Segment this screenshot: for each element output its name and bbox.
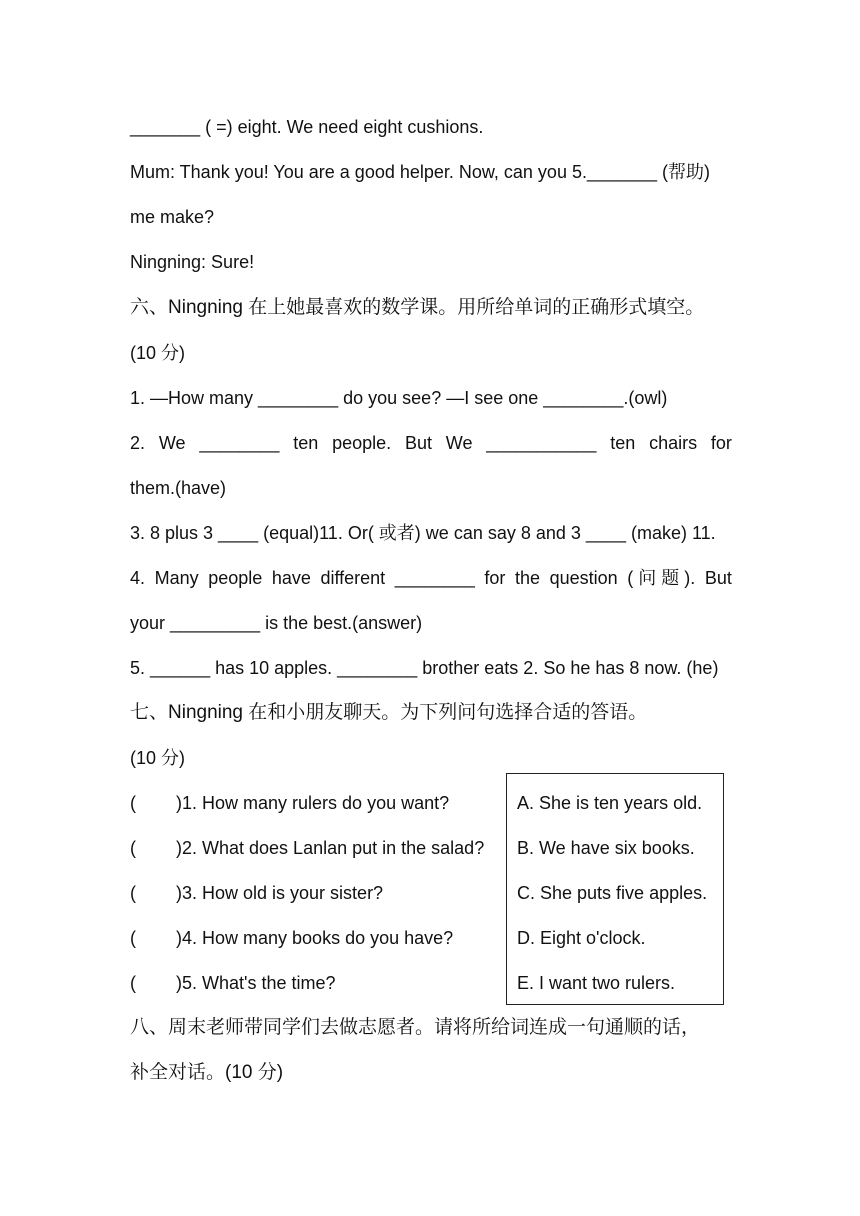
dialogue-line-3: me make?	[130, 207, 215, 227]
section7-question-3	[130, 881, 383, 905]
section7-question-4	[130, 926, 453, 950]
section6-score: (10 分)	[130, 343, 186, 363]
word: 4.	[130, 568, 146, 588]
word: ten	[610, 433, 636, 453]
answer-paren: (	[130, 883, 136, 903]
question-text: )3. How old is your sister?	[176, 883, 384, 903]
section6-question-5: 5. ______ has 10 apples. ________ brother eats 2. So he has 8 now. (he)	[130, 658, 719, 678]
section7-question-5	[130, 971, 336, 995]
section6-question-4	[130, 566, 732, 590]
section7-question-2	[130, 836, 484, 860]
word: people.	[332, 433, 392, 453]
blank: ________	[199, 433, 280, 453]
question-text: )4. How many books do you have?	[176, 928, 454, 948]
section6-question-2	[130, 431, 732, 455]
dialogue-line-2: Mum: Thank you! You are a good helper. Now, can you 5._______ (帮助)	[130, 162, 711, 182]
word: question	[549, 568, 618, 588]
answer-paren: (	[130, 973, 136, 993]
word: the	[515, 568, 541, 588]
section6-heading: 六、Ningning 在上她最喜欢的数学课。用所给单词的正确形式填空。	[130, 297, 705, 318]
word: different	[320, 568, 386, 588]
word: chairs	[649, 433, 698, 453]
dialogue-line-1: _______ ( =) eight. We need eight cushions.	[130, 117, 484, 137]
word: We	[158, 433, 186, 453]
section7-heading: 七、Ningning 在和小朋友聊天。为下列问句选择合适的答语。	[130, 702, 648, 723]
answer-paren: (	[130, 928, 136, 948]
section7-score: (10 分)	[130, 748, 186, 768]
option-a: A. She is ten years old.	[517, 793, 703, 813]
word: ( 问 题 ).	[627, 568, 696, 588]
section8-heading: 八、周末老师带同学们去做志愿者。请将所给词连成一句通顺的话，	[130, 1017, 701, 1038]
answer-paren: (	[130, 793, 136, 813]
section6-question-1: 1. —How many ________ do you see? —I see one ________.(owl)	[130, 388, 668, 408]
section6-question-2-cont: them.(have)	[130, 478, 227, 498]
option-c: C. She puts five apples.	[517, 883, 708, 903]
option-e: E. I want two rulers.	[517, 973, 676, 993]
word: for	[484, 568, 506, 588]
word: ten	[293, 433, 319, 453]
question-text: )2. What does Lanlan put in the salad?	[176, 838, 485, 858]
section6-question-4-cont: your _________ is the best.(answer)	[130, 613, 423, 633]
word: for	[710, 433, 732, 453]
word: But	[404, 433, 432, 453]
section7-question-1	[130, 791, 449, 815]
word: have	[271, 568, 311, 588]
option-d: D. Eight o'clock.	[517, 928, 646, 948]
option-b: B. We have six books.	[517, 838, 695, 858]
blank: ________	[394, 568, 475, 588]
word: We	[445, 433, 473, 453]
word: But	[704, 568, 732, 588]
section8-heading-cont: 补全对话。(10 分)	[130, 1062, 284, 1083]
dialogue-line-4: Ningning: Sure!	[130, 252, 255, 272]
word: Many	[154, 568, 199, 588]
question-text: )1. How many rulers do you want?	[176, 793, 450, 813]
question-text: )5. What's the time?	[176, 973, 336, 993]
blank: ___________	[486, 433, 597, 453]
word: people	[208, 568, 263, 588]
answer-paren: (	[130, 838, 136, 858]
section6-question-3: 3. 8 plus 3 ____ (equal)11. Or( 或者) we can say 8 and 3 ____ (make) 11.	[130, 523, 716, 543]
word: 2.	[130, 433, 146, 453]
